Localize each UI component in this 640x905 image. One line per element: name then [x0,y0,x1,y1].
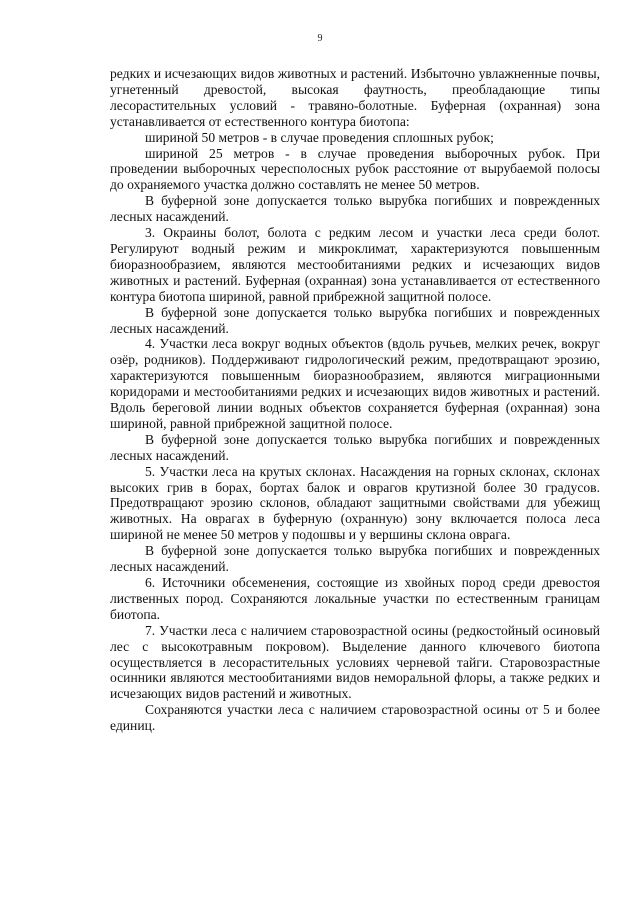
paragraph-continuation: редких и исчезающих видов животных и растений. Избыточно увлажненные почвы, угнетенный древостой, высокая фаутность, преобладающие типы лесорастительных условий - травяно-болотные. Буферная (охранная) зона устанавливается от естественного контура биотопа: [110,66,600,129]
paragraph-buffer-rule: В буферной зоне допускается только вырубка погибших и поврежденных лесных насаждений. [110,304,600,336]
document-body [110,66,600,734]
page-number: 9 [317,33,323,44]
paragraph-buffer-rule: В буферной зоне допускается только вырубка погибших и поврежденных лесных насаждений. [110,543,600,575]
paragraph-aspen-rule: Сохраняются участки леса с наличием старовозрастной осины от 5 и более единиц. [110,702,600,734]
paragraph-item-7: 7. Участки леса с наличием старовозрастной осины (редкостойный осиновый лес с высокотравным покровом). Выделение данного ключевого биотопа осуществляется в лесорастительных условиях черневой тайги. Старовозрастные осинники являются местообитаниями видов неморальной флоры, а также редких и исчезающих видов растений и животных. [110,622,600,702]
paragraph-item-6: 6. Источники обсеменения, состоящие из хвойных пород среди древостоя лиственных пород. Сохраняются локальные участки по естественным границам биотопа. [110,575,600,622]
paragraph-buffer-25m: шириной 25 метров - в случае проведения выборочных рубок. При проведении выборочных чересполосных рубок расстояние от вырубаемой полосы до охраняемого участка должно составлять не менее 50 метров. [110,145,600,193]
paragraph-item-5: 5. Участки леса на крутых склонах. Насаждения на горных склонах, склонах высоких грив в борах, бортах балок и оврагов крутизной более 30 градусов. Предотвращают эрозию склонов, обладают защитными свойствами для убежищ животных. На оврагах в буферную (охранную) зону включается полоса леса шириной не менее 50 метров у подошвы и у вершины склона оврага. [110,463,600,543]
paragraph-buffer-rule: В буферной зоне допускается только вырубка погибших и поврежденных лесных насаждений. [110,431,600,463]
paragraph-buffer-rule: В буферной зоне допускается только вырубка погибших и поврежденных лесных насаждений. [110,193,600,225]
paragraph-buffer-50m: шириной 50 метров - в случае проведения сплошных рубок; [145,129,494,145]
paragraph-item-4: 4. Участки леса вокруг водных объектов (вдоль ручьев, мелких речек, вокруг озёр, родников). Поддерживают гидрологический режим, предотвращают эрозию, характеризуются повышенным биоразнообразием, являются миграционными коридорами и местообитаниями редких и исчезающих видов животных и растений. Вдоль береговой линии водных объектов сохраняется буферная (охранная) зона шириной, равной прибрежной защитной полосе. [110,336,600,431]
paragraph-item-3: 3. Окраины болот, болота с редким лесом и участки леса среди болот. Регулируют водный режим и микроклимат, характеризуются повышенным биоразнообразием, являются местообитаниями редких и исчезающих видов животных и растений. Буферная (охранная) зона устанавливается от естественного контура биотопа шириной, равной прибрежной защитной полосе. [110,225,600,304]
